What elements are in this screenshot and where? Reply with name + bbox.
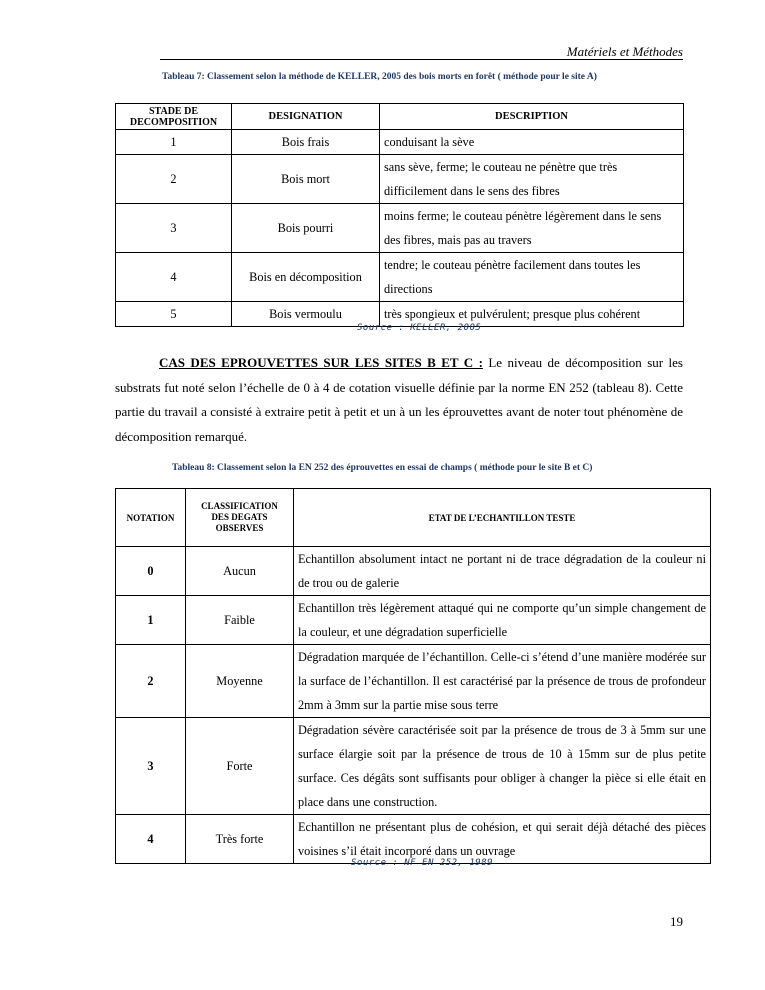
table-row (116, 253, 684, 302)
table8-header-row (116, 489, 711, 547)
section-lead: CAS DES EPROUVETTES SUR LES SITES B ET C : (159, 355, 483, 370)
description-cell: sans sève, ferme; le couteau ne pénètre que très difficilement dans le sens des fibres (380, 155, 684, 204)
etat-cell: Echantillon ne présentant plus de cohésion, et qui serait déjà détaché des pièces voisines s’il était incorporé dans un ouvrage (294, 815, 711, 864)
classification-cell: Faible (186, 596, 294, 645)
stade-cell: 4 (116, 253, 232, 302)
description-cell: conduisant la sève (380, 130, 684, 155)
table-row (116, 130, 684, 155)
table8-caption: Tableau 8: Classement selon la EN 252 des éprouvettes en essai de champs ( méthode pour le site B et C) (172, 463, 593, 473)
classification-cell: Moyenne (186, 645, 294, 718)
classification-cell: Forte (186, 718, 294, 815)
etat-cell: Echantillon absolument intact ne portant ni de trace dégradation de la couleur ni de trou ou de galerie (294, 547, 711, 596)
table7-col-description: DESCRIPTION (380, 104, 684, 130)
description-cell: tendre; le couteau pénètre facilement dans toutes les directions (380, 253, 684, 302)
notation-cell: 2 (116, 645, 186, 718)
designation-cell: Bois frais (232, 130, 380, 155)
classification-cell: Très forte (186, 815, 294, 864)
stade-cell: 1 (116, 130, 232, 155)
table8 (115, 488, 711, 864)
stade-cell: 2 (116, 155, 232, 204)
stade-cell: 5 (116, 302, 232, 327)
designation-cell: Bois vermoulu (232, 302, 380, 327)
stade-cell: 3 (116, 204, 232, 253)
table7 (115, 103, 684, 327)
section-text: Le niveau de décomposition sur les substrats fut noté selon l’échelle de 0 à 4 de cotation visuelle définie par la norme EN 252 (tableau 8). Cette partie du travail a consisté à extraire petit à petit et un à un les éprouvettes avant de noter tout phénomène de décomposition remarqué. (115, 355, 683, 444)
page-number: 19 (670, 914, 683, 929)
table8-col-classification: CLASSIFICATION DES DEGATS OBSERVES (186, 489, 294, 547)
section-paragraph (115, 351, 683, 449)
etat-cell: Echantillon très légèrement attaqué qui ne comporte qu’un simple changement de la couleur, et une dégradation superficielle (294, 596, 711, 645)
table-row (116, 204, 684, 253)
designation-cell: Bois mort (232, 155, 380, 204)
description-cell: moins ferme; le couteau pénètre légèrement dans le sens des fibres, mais pas au travers (380, 204, 684, 253)
description-cell: très spongieux et pulvérulent; presque plus cohérent (380, 302, 684, 327)
table-row (116, 645, 711, 718)
table7-source: Source : KELLER, 2005 (357, 323, 482, 333)
table8-source: Source : NF EN 252, 1989 (351, 858, 494, 868)
table-row (116, 596, 711, 645)
notation-cell: 4 (116, 815, 186, 864)
table7-header-row (116, 104, 684, 130)
header-rule (160, 59, 683, 60)
table-row (116, 155, 684, 204)
table8-col-notation: NOTATION (116, 489, 186, 547)
notation-cell: 0 (116, 547, 186, 596)
table7-caption: Tableau 7: Classement selon la méthode de KELLER, 2005 des bois morts en forêt ( méthode pour le site A) (162, 72, 597, 82)
table7-col-designation: DESIGNATION (232, 104, 380, 130)
notation-cell: 1 (116, 596, 186, 645)
notation-cell: 3 (116, 718, 186, 815)
table-row (116, 718, 711, 815)
table-row (116, 815, 711, 864)
etat-cell: Dégradation marquée de l’échantillon. Celle-ci s’étend d’une manière modérée sur la surface de l’échantillon. Il est caractérisé par la présence de trous de profondeur 2mm à 3mm sur la partie mise sous terre (294, 645, 711, 718)
table-row (116, 547, 711, 596)
etat-cell: Dégradation sévère caractérisée soit par la présence de trous de 3 à 5mm sur une surface élargie soit par la présence de trous de 10 à 15mm sur de plus petite surface. Ces dégâts sont suffisants pour obliger à changer la pièce si elle était en place dans une construction. (294, 718, 711, 815)
running-header: Matériels et Méthodes (566, 44, 683, 59)
designation-cell: Bois pourri (232, 204, 380, 253)
designation-cell: Bois en décomposition (232, 253, 380, 302)
classification-cell: Aucun (186, 547, 294, 596)
table7-col-stade: STADE DE DECOMPOSITION (116, 104, 232, 130)
table8-col-etat: ETAT DE L’ECHANTILLON TESTE (294, 489, 711, 547)
